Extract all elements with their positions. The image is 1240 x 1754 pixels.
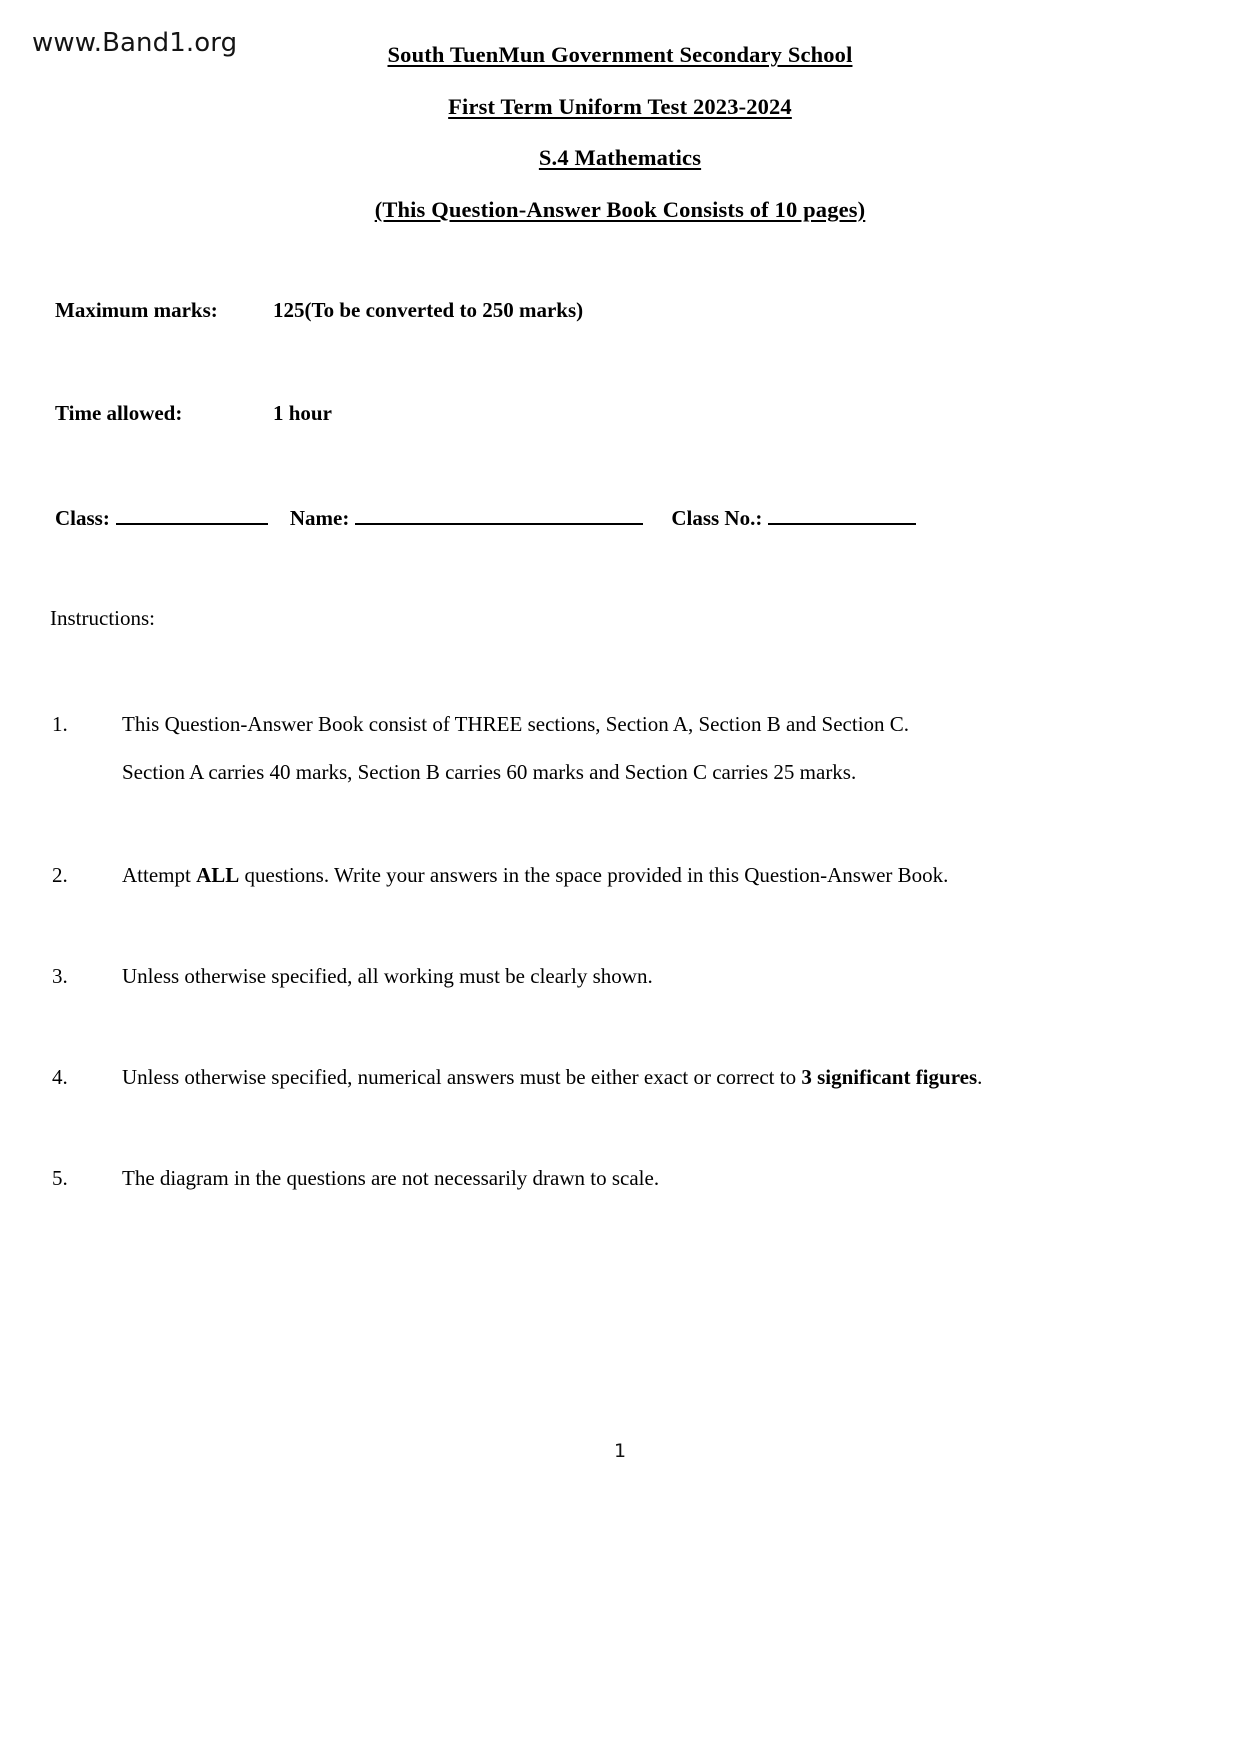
- spacer-1: [0, 796, 1240, 851]
- instruction-4-post: .: [977, 1065, 983, 1089]
- time-allowed-value: 1 hour: [273, 401, 332, 425]
- class-no-label: Class No.:: [671, 506, 763, 530]
- maximum-marks-label: Maximum marks:: [55, 298, 218, 322]
- maximum-marks-value: 125(To be converted to 250 marks): [273, 298, 584, 322]
- instruction-item-1: [0, 700, 1240, 796]
- instruction-item-3: [0, 952, 1240, 1000]
- name-input[interactable]: [355, 507, 643, 525]
- subject-line: [0, 147, 1240, 170]
- instructions-heading: Instructions:: [50, 606, 155, 630]
- instruction-2-post: questions. Write your answers in the space provided in this Question-Answer Book.: [239, 863, 949, 887]
- instruction-4-pre: Unless otherwise specified, numerical answers must be either exact or correct to: [122, 1065, 802, 1089]
- exam-name-line: [0, 93, 1240, 119]
- school-name-line: [0, 44, 1240, 67]
- school-name-text: South TuenMun Government Secondary School: [387, 42, 853, 67]
- instruction-text-2: [122, 851, 1240, 899]
- instruction-text-3: Unless otherwise specified, all working must be clearly shown.: [122, 964, 653, 988]
- exam-name-text: First Term Uniform Test 2023-2024: [448, 93, 792, 119]
- instruction-text-4: [122, 1053, 1240, 1101]
- instruction-4-emphasis: 3 significant figures: [801, 1065, 978, 1089]
- spacer-4: [0, 1101, 1240, 1154]
- page-number: 1: [613, 1440, 627, 1462]
- class-no-input[interactable]: [768, 507, 916, 525]
- subject-text: S.4 Mathematics: [538, 145, 702, 170]
- header-title-block: [0, 44, 1240, 221]
- maximum-marks-row: [55, 300, 583, 321]
- instructions-list: [0, 700, 1240, 1202]
- instruction-number-4: 4.: [52, 1065, 68, 1089]
- pages-note-line: [0, 196, 1240, 222]
- pages-note-text: (This Question-Answer Book Consists of 10 pages): [374, 196, 866, 222]
- time-allowed-row: [55, 403, 332, 424]
- instruction-number-2: 2.: [52, 863, 68, 887]
- instruction-item-2: [0, 851, 1240, 899]
- instruction-number-5: 5.: [52, 1166, 68, 1190]
- instruction-text-1-line-2: Section A carries 40 marks, Section B carries 60 marks and Section C carries 25 marks.: [122, 760, 857, 784]
- spacer-2: [0, 899, 1240, 952]
- class-input[interactable]: [116, 507, 268, 525]
- instruction-text-5: The diagram in the questions are not necessarily drawn to scale.: [122, 1166, 660, 1190]
- name-label: Name:: [289, 506, 350, 530]
- instruction-2-pre: Attempt: [122, 863, 197, 887]
- site-watermark: www.Band1.org: [32, 28, 238, 58]
- instruction-2-emphasis: ALL: [196, 863, 240, 887]
- instruction-number-3: 3.: [52, 964, 68, 988]
- class-label: Class:: [55, 506, 110, 530]
- instruction-item-5: [0, 1154, 1240, 1202]
- instruction-text-1-line-1: This Question-Answer Book consist of THREE sections, Section A, Section B and Section C.: [122, 712, 910, 736]
- instruction-number-1: 1.: [52, 712, 68, 736]
- spacer-3: [0, 1000, 1240, 1053]
- student-fields-row: [55, 507, 916, 529]
- instruction-item-4: [0, 1053, 1240, 1101]
- time-allowed-label: Time allowed:: [55, 401, 183, 425]
